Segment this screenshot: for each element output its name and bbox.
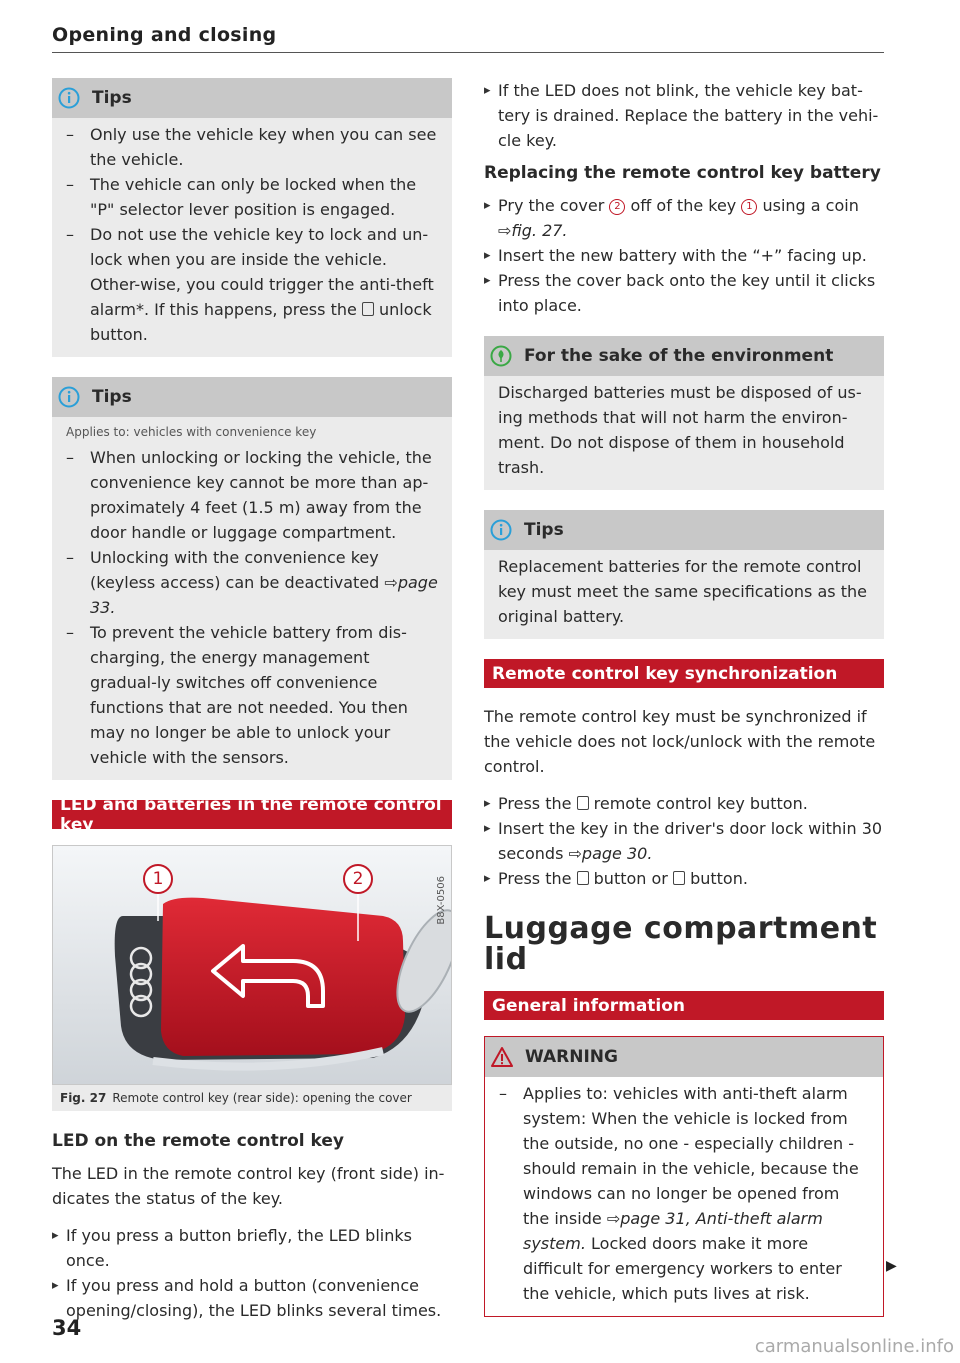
environment-box-header bbox=[484, 336, 884, 376]
unlock-icon bbox=[577, 871, 589, 885]
tips-2-item-1: – When unlocking or locking the vehicle, the convenience key cannot be more than ap-proximately 4 feet (1.5 m) away from the door handle or luggage compartment. bbox=[66, 445, 438, 545]
watermark: carmanualsonline.info bbox=[754, 1336, 954, 1357]
warning-box-body bbox=[485, 1077, 883, 1316]
tips-box-3-header bbox=[484, 510, 884, 550]
tips-1-item-3 bbox=[66, 222, 438, 347]
led-item-2: ▸ If you press and hold a button (convenience opening/closing), the LED blinks several times. bbox=[52, 1273, 452, 1323]
info-icon bbox=[490, 519, 512, 541]
page-ref-link[interactable]: page 33. bbox=[90, 573, 438, 617]
tips-1-item-3-text: Do not use the vehicle key to lock and un-lock when you are inside the vehicle. Other-wise, you could trigger the anti-theft alarm*. If this happens, press the bbox=[90, 225, 434, 319]
tips-box-3 bbox=[484, 510, 884, 639]
sync-paragraph: The remote control key must be synchronized if the vehicle does not lock/unlock with the remote control. bbox=[484, 707, 876, 776]
warning-box-header bbox=[485, 1037, 883, 1077]
warning-text-b: Locked doors make it more difficult for emergency workers to enter the vehicle, which puts lives at risk. bbox=[523, 1234, 842, 1303]
arrow-ref-icon: ⇨ bbox=[606, 1209, 621, 1228]
callout-2: 2 bbox=[343, 864, 373, 894]
tips-2-applies: Applies to: vehicles with convenience key bbox=[66, 425, 317, 439]
sync-item-3-a: Press the bbox=[498, 869, 572, 888]
callout-1: 1 bbox=[143, 864, 173, 894]
tips-1-item-3-tail: unlock button. bbox=[90, 300, 432, 344]
sync-item-2 bbox=[484, 816, 884, 866]
arrow-ref-icon: ⇨ bbox=[498, 221, 512, 240]
replace-item-1 bbox=[484, 193, 884, 243]
warning-box bbox=[484, 1036, 884, 1317]
warning-triangle-icon bbox=[491, 1046, 513, 1068]
tips-box-2-body bbox=[52, 417, 452, 780]
environment-box-body bbox=[484, 376, 884, 490]
tips-box-1-header bbox=[52, 78, 452, 118]
section-heading-general: General information bbox=[484, 991, 884, 1020]
header-rule bbox=[52, 52, 884, 53]
sync-item-3-c: button. bbox=[690, 869, 748, 888]
callout-1-inline: 1 bbox=[741, 199, 757, 215]
lock-icon bbox=[673, 871, 685, 885]
arrow-ref-icon: ⇨ bbox=[384, 573, 398, 592]
fig-ref-link[interactable]: fig. 27. bbox=[511, 221, 568, 240]
tips-2-item-3: – To prevent the vehicle battery from dis-charging, the energy management gradual-ly switches off convenience functions that are not needed. You then may no longer be able to unlock your vehicle with the sensors. bbox=[66, 620, 438, 770]
led-heading: LED on the remote control key bbox=[52, 1131, 344, 1151]
figure-caption-label: Fig. 27 bbox=[60, 1091, 107, 1105]
tips-box-2 bbox=[52, 377, 452, 780]
environment-text: Discharged batteries must be disposed of us-ing methods that will not harm the environ-ment. Do not dispose of them in household trash. bbox=[498, 383, 862, 477]
anti-theft-ref-link[interactable]: page 31, Anti-theft alarm system. bbox=[523, 1209, 823, 1253]
page-number: 34 bbox=[52, 1316, 82, 1340]
environment-box-title: For the sake of the environment bbox=[524, 346, 834, 366]
page-header-title: Opening and closing bbox=[52, 24, 277, 46]
tips-box-1-title: Tips bbox=[92, 88, 132, 108]
figure-caption-text: Remote control key (rear side): opening the cover bbox=[112, 1091, 412, 1105]
tips-1-item-1: – Only use the vehicle key when you can see the vehicle. bbox=[66, 122, 438, 172]
led-continued-item: ▸ If the LED does not blink, the vehicle key bat-tery is drained. Replace the battery in the vehi-cle key. bbox=[484, 78, 884, 153]
tips-box-3-title: Tips bbox=[524, 520, 564, 540]
replace-item-2: ▸ Insert the new battery with the “+” facing up. bbox=[484, 243, 884, 268]
section-heading-sync: Remote control key synchronization bbox=[484, 659, 884, 688]
callout-2-inline: 2 bbox=[609, 199, 625, 215]
sync-item-3 bbox=[484, 866, 884, 891]
replace-battery-heading: Replacing the remote control key battery bbox=[484, 163, 881, 183]
led-item-1: ▸ If you press a button briefly, the LED blinks once. bbox=[52, 1223, 452, 1273]
info-icon bbox=[58, 87, 80, 109]
sync-item-3-b: button or bbox=[593, 869, 668, 888]
info-icon bbox=[58, 386, 80, 408]
continue-arrow-icon: ▶ bbox=[886, 1258, 897, 1274]
tips-box-2-header bbox=[52, 377, 452, 417]
tips-box-1 bbox=[52, 78, 452, 357]
key-illustration bbox=[53, 846, 451, 1084]
tips-2-item-2-text: Unlocking with the convenience key (keyless access) can be deactivated bbox=[90, 548, 380, 592]
warning-text-a: Applies to: vehicles with anti-theft alarm system: When the vehicle is locked from the outside, no one - especially children - should remain in the vehicle, because the windows can no longer be opened from the inside bbox=[523, 1084, 859, 1228]
tips-3-text: Replacement batteries for the remote control key must meet the same specifications as the original battery. bbox=[498, 557, 867, 626]
warning-item bbox=[499, 1081, 869, 1306]
arrow-ref-icon: ⇨ bbox=[568, 844, 582, 863]
unlock-icon bbox=[577, 796, 589, 810]
tips-1-item-2: – The vehicle can only be locked when the "P" selector lever position is engaged. bbox=[66, 172, 438, 222]
figure-caption bbox=[52, 1085, 452, 1111]
figure-code: B8X-0506 bbox=[436, 876, 447, 925]
right-column bbox=[484, 78, 884, 1317]
luggage-heading: Luggage compartment lid bbox=[484, 911, 878, 977]
replace-item-1-c: using a coin bbox=[762, 196, 859, 215]
sync-item-1-a: Press the bbox=[498, 794, 572, 813]
replace-item-3: ▸ Press the cover back onto the key until it clicks into place. bbox=[484, 268, 884, 318]
tips-box-1-body bbox=[52, 118, 452, 357]
tips-box-2-title: Tips bbox=[92, 387, 132, 407]
sync-item-2-a: Insert the key in the driver's door lock within 30 seconds bbox=[498, 819, 883, 863]
sync-item-1 bbox=[484, 791, 884, 816]
left-column bbox=[52, 78, 452, 1333]
replace-item-1-b: off of the key bbox=[630, 196, 737, 215]
page-ref-link[interactable]: page 30. bbox=[581, 844, 653, 863]
tips-box-3-body bbox=[484, 550, 884, 639]
warning-title: WARNING bbox=[525, 1047, 618, 1067]
section-heading-led: LED and batteries in the remote control key bbox=[52, 800, 452, 829]
unlock-icon bbox=[362, 302, 374, 316]
sync-item-1-b: remote control key button. bbox=[593, 794, 808, 813]
tips-2-item-2 bbox=[66, 545, 438, 620]
led-paragraph: The LED in the remote control key (front side) in-dicates the status of the key. bbox=[52, 1164, 445, 1208]
replace-item-1-a: Pry the cover bbox=[498, 196, 605, 215]
environment-leaf-icon bbox=[490, 345, 512, 367]
environment-box bbox=[484, 336, 884, 490]
figure-remote-key bbox=[52, 845, 452, 1085]
